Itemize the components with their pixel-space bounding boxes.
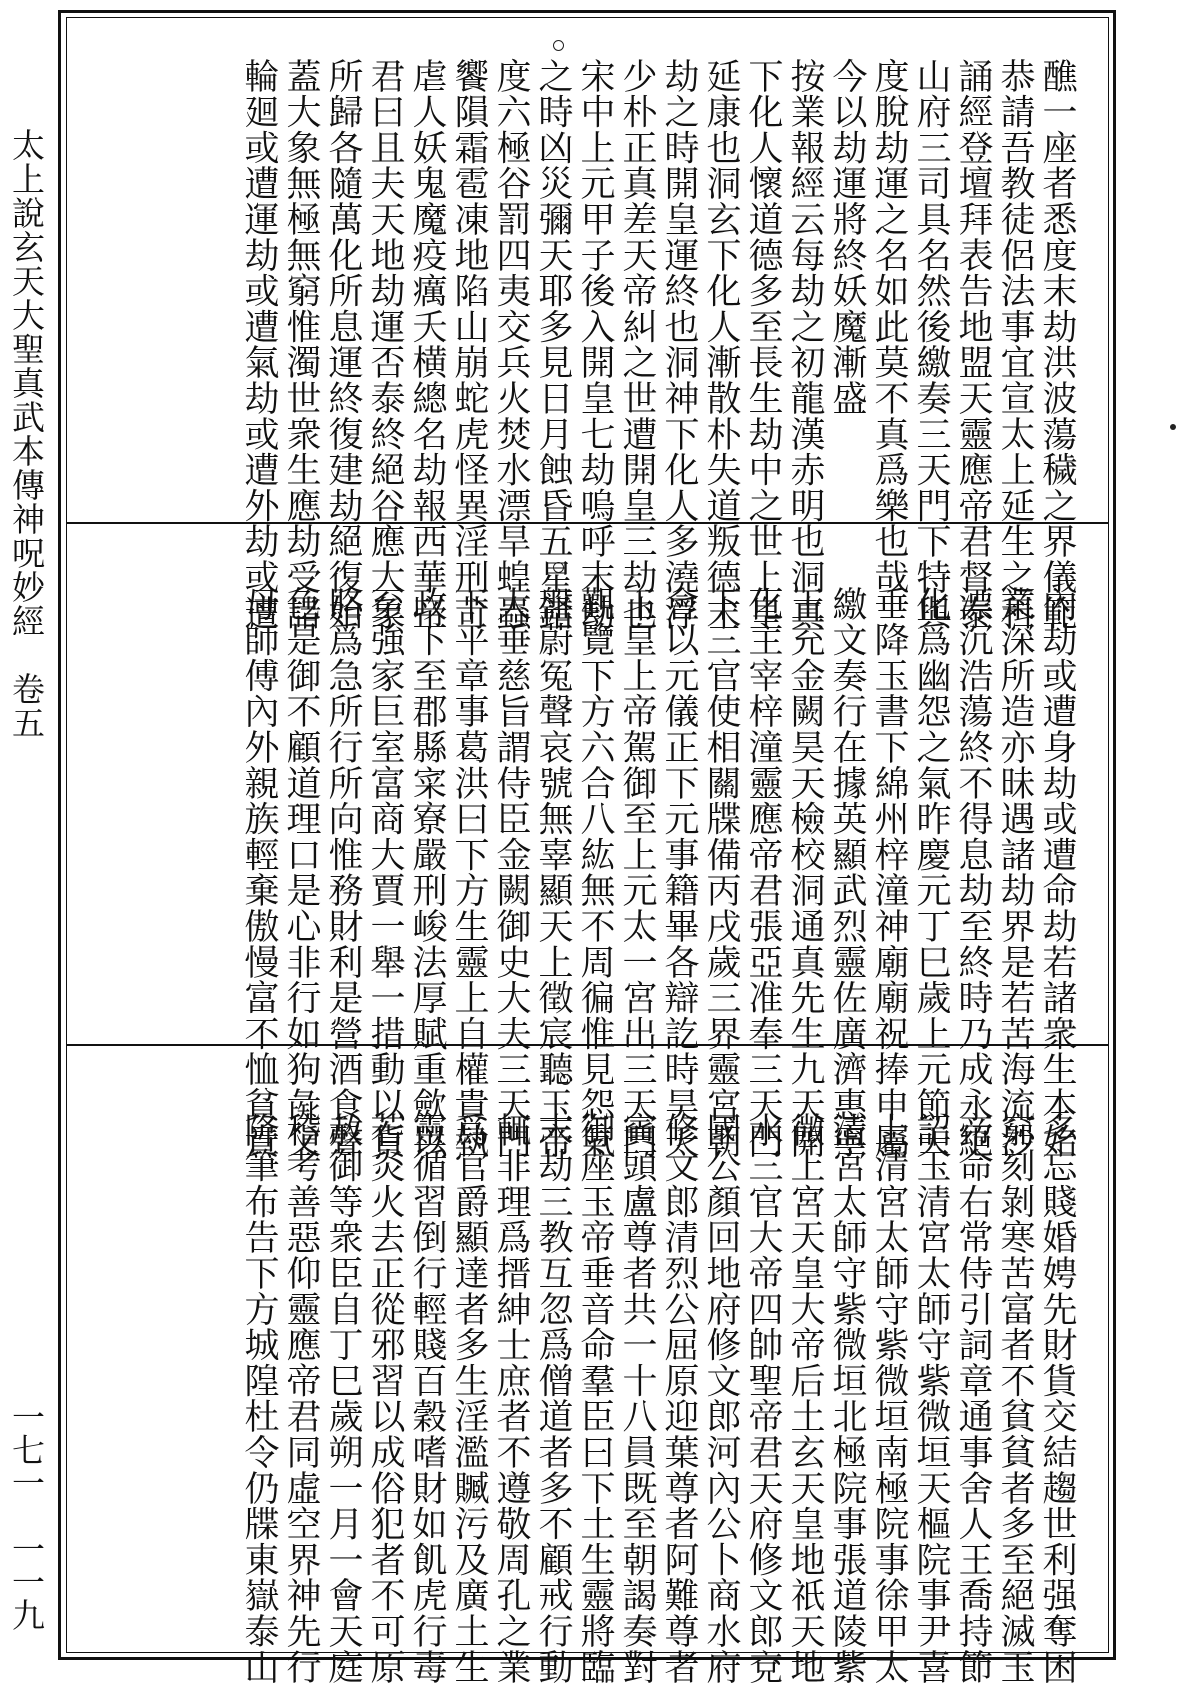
text-column: 盤蔚冤聲哀號無辜顯天上徵宸聽玉帝 [533,586,573,1159]
text-column: 之時凶災彌天耶多見日月蝕昏五星錯 [533,58,573,631]
text-column: 輪廻或遭運劫或遭氣劫或遭外劫或遭 [239,58,279,631]
text-section-1 [67,20,1108,631]
stray-dot [1170,424,1176,430]
text-column: 按業報經云每劫之初龍漢赤明也洞真 [785,58,825,631]
text-column: 少朴正真差天帝糾之世遭開皇三劫也 [617,58,657,631]
text-column: 詔玉清宮太師守紫微垣天樞院事尹喜 [911,1112,951,1685]
text-column: 所歸各隨萬化所息運終復建劫絕復始 [323,58,363,631]
text-column: 玉皇上帝駕御至上元太一宮出三天門 [617,586,657,1159]
text-column: 修文郎清烈公屈原迎葉尊者阿難尊者 [659,1112,699,1685]
text-column: 色是御不顧道理口是心非行如狗彘父 [281,586,321,1159]
text-column: 上清宮太師守紫微垣南極院事徐甲太 [869,1112,909,1685]
text-column: 劫之時開皇運終也洞神下化人多澆浮 [659,58,699,631]
text-column: 微上宮天皇大帝后土玄天皇地祇天地 [785,1112,825,1685]
text-column: 賓頭盧尊者共一十八員既至朝謁奏對 [617,1112,657,1685]
text-column: 母師傅內外親族輕棄傲慢富不恤貧貴 [239,586,279,1159]
text-column: 化爲幽怨之氣昨慶元丁巳歲上元節天 [911,586,951,1159]
text-column: 政下至郡縣寀寮嚴刑峻法厚賦重歛以 [407,586,447,1159]
text-column: 繳文奏行在據英顯武烈靈佐廣濟惠寧 [827,586,867,1159]
text-column: 漂沉浩蕩終不得息劫至終時乃成永絕 [953,586,993,1159]
text-column: 大垂慈旨謂侍臣金闕御史大夫三天門 [491,586,531,1159]
text-column: 爲官爵顯達者多生淫濫贓污及廣土生 [449,1112,489,1685]
text-column: 清宮太師守紫微垣北極院事張道陵紫 [827,1112,867,1685]
text-column: 下三官使相關牒備丙戌歲三界靈宮朝 [701,586,741,1159]
text-column: 水三官大帝四帥聖帝君天府修文郎兗 [743,1112,783,1685]
text-column: 君曰且夫天地劫運否泰終絕谷應大象 [365,58,405,631]
text-section-3 [67,1072,1108,1685]
text-column: 虐人妖鬼魔疫癘夭横總名劫報西華帝 [407,58,447,631]
text-column: 末劫三教互忽爲僧道者多不顧戒行動 [533,1112,573,1685]
margin-page-number: 一七一 一一九 [7,1400,46,1631]
text-column: 度脫劫運之名如此莫不真爲樂也哉 [869,58,909,595]
text-column: 宋中上元甲子後入開皇七劫嗚呼末劫 [575,58,615,631]
text-column: 饗隕霜雹凍地陷山崩蛇虎怪異淫刑苛 [449,58,489,631]
text-column: 今以劫運將終妖魔漸盛 [827,58,867,416]
text-column: 帝命右常侍引詞章通事舍人王喬持節 [953,1112,993,1685]
text-column: 赦御等衆臣自丁巳歲朔一月一會天庭 [323,1112,363,1685]
text-column: 多忘賤婚娉先財貨交結趨世利强奪困 [1037,1112,1077,1685]
text-column: 業深所造亦昧遇諸劫界是若苦海流沙 [995,586,1035,1159]
text-column: 輒非理爲搢紳士庶者不遵敬周孔之業 [491,1112,531,1685]
text-column: 御座玉帝垂音命羣臣曰下土生靈將臨 [575,1112,615,1685]
text-column: 王充金闕昊天檢校洞通真先生九天開 [785,586,825,1159]
text-column: 化主宰梓潼靈應帝君張亞准奉三天門 [743,586,783,1159]
text-column: 山府三司具名然後繳奏三天門下特與 [911,58,951,631]
text-column: 恭請吾教徒侶法事宜宣太上延生之科 [995,58,1035,631]
text-column: 度六極谷罰四夷交兵火焚水漂旱蝗蟲 [491,58,531,631]
text-column: 垂降玉書下綿州梓潼神廟廟祝捧申屬 [869,586,909,1159]
text-column: 觀覽下方六合八紘無不周徧惟見怨氣 [575,586,615,1159]
text-section-2 [67,546,1108,1159]
margin-title: 太上說玄天大聖真武本傳神呪妙經 卷五 [7,128,46,740]
text-column: 誦經登壇拜表告地盟天靈應帝君督泰 [953,58,993,631]
text-column: 下化人懷道德多至長生劫中之世上皇 [743,58,783,631]
text-column: 至強家巨室富商大賈一舉一措動以貨 [365,586,405,1159]
text-column: 稽考善惡仰靈應帝君同虛空界神先行 [281,1112,321,1685]
text-column: 國公顏回地府修文郎河內公卜商水府 [701,1112,741,1685]
text-column: 醮一座者悉度末劫洪波蕩穢之界儀範 [1037,58,1077,631]
text-column: 窮刻剝寒苦富者不貧貧者多至絕滅玉 [995,1112,1035,1685]
text-column: 延康也洞玄下化人漸散朴失道叛德末 [701,58,741,631]
text-column: 內劫或遭身劫或遭命劫若諸衆生本始 [1037,586,1077,1159]
text-column: 降筆布告下方城隍杜令仍牒東嶽泰山 [239,1112,279,1685]
text-column: 靈循習倒行輕賤百穀嗜財如飢虎行毒 [407,1112,447,1685]
text-column: 若炎火去正從邪習以成俗犯者不可原 [365,1112,405,1685]
text-column: 會以元儀正下元事籍畢各辯訖時昊天 [659,586,699,1159]
text-column: 下平章事葛洪曰下方生靈上自權貴執 [449,586,489,1159]
text-column: 蓋大象無極無窮惟濁世衆生應劫受諸 [281,58,321,631]
text-column: 賂爲急所行所向惟務財利是營酒食聲 [323,586,363,1159]
